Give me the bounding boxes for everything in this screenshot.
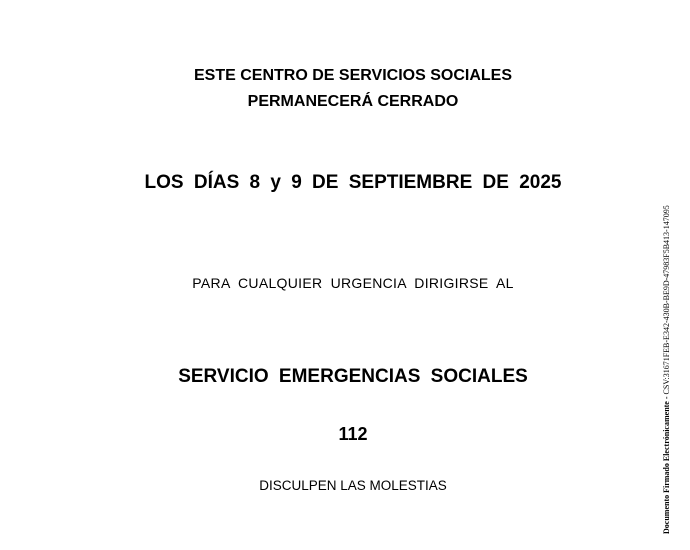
notice-heading-line-1: ESTE CENTRO DE SERVICIOS SOCIALES <box>194 67 512 84</box>
electronic-signature-stamp <box>662 205 671 534</box>
emergency-phone-number: 112 <box>338 424 368 444</box>
apology-text: DISCULPEN LAS MOLESTIAS <box>259 478 447 493</box>
signature-label: Documento Firmado Electrónicamente <box>662 401 671 534</box>
emergency-service-name: SERVICIO EMERGENCIAS SOCIALES <box>178 366 528 387</box>
signature-csv-code: CSV:31671FEB-E342-430B-BE9D-47983F5B413-147095 <box>662 205 671 395</box>
signature-separator: - <box>662 394 671 402</box>
closure-dates: LOS DÍAS 8 y 9 DE SEPTIEMBRE DE 2025 <box>144 172 562 193</box>
notice-heading-line-2: PERMANECERÁ CERRADO <box>247 93 459 110</box>
urgency-instruction: PARA CUALQUIER URGENCIA DIRIGIRSE AL <box>192 275 514 291</box>
